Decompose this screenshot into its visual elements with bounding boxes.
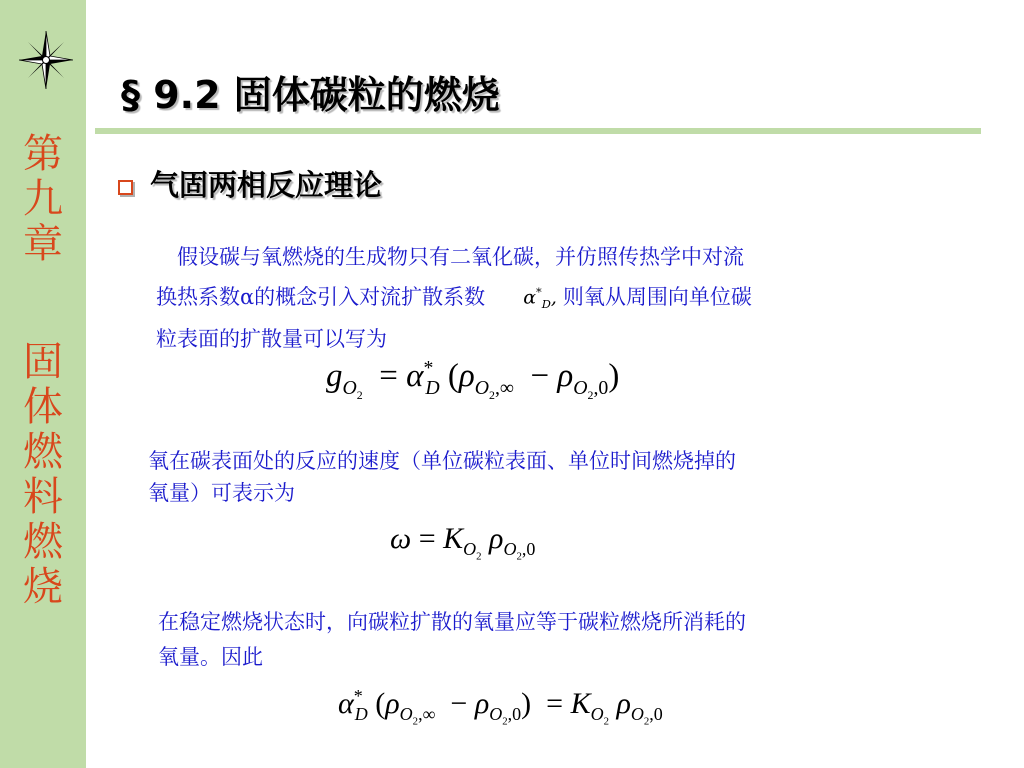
sidebar — [0, 0, 86, 768]
paragraph-diffusion: 假设碳与氧燃烧的生成物只有二氧化碳，并仿照传热学中对流 换热系数α的概念引入对流扩散系数 $\alpha^*_D$, 则氧从周围向单位碳 粒表面的扩散量可以写为 — [156, 240, 966, 357]
inline-alpha-symbol: $\alpha^*_D$, — [523, 285, 557, 312]
topic-label: 固 体 燃 料 燃 烧 — [23, 339, 63, 610]
equation-steady-state: $\alpha^*_D$ $(\rho_{O_2,\infty} - \rho_{O_2,0}) = K_{O_2}$ $\rho_{O_2,0}$ — [338, 686, 663, 728]
title-divider — [95, 128, 981, 134]
paragraph-reaction-rate: 氧在碳表面处的反应的速度（单位碳粒表面、单位时间燃烧掉的 氧量）可表示为 — [148, 449, 736, 505]
section-heading: 气固两相反应理论 — [150, 168, 383, 202]
compass-star-icon — [19, 31, 73, 89]
equation-reaction-rate: $\omega = K_{O_2}$ $\rho_{O_2,0}$ — [390, 522, 536, 563]
paragraph-line: 换热系数α的概念引入对流扩散系数 $\alpha^*_D$, 则氧从周围向单位碳 — [156, 275, 966, 322]
equation-diffusion-flux: $g_{O_2} = \alpha^*_D$ $(\rho_{O_2,\infty} - \rho_{O_2,0})$ — [326, 357, 620, 402]
chapter-label: 第 九 章 — [23, 131, 63, 267]
paragraph-steady-state: 在稳定燃烧状态时，向碳粒扩散的氧量应等于碳粒燃烧所消耗的 氧量。因此 — [158, 610, 746, 669]
slide-title: § 9.2 固体碳粒的燃烧 — [121, 73, 500, 117]
hollow-square-bullet-icon — [118, 180, 133, 195]
